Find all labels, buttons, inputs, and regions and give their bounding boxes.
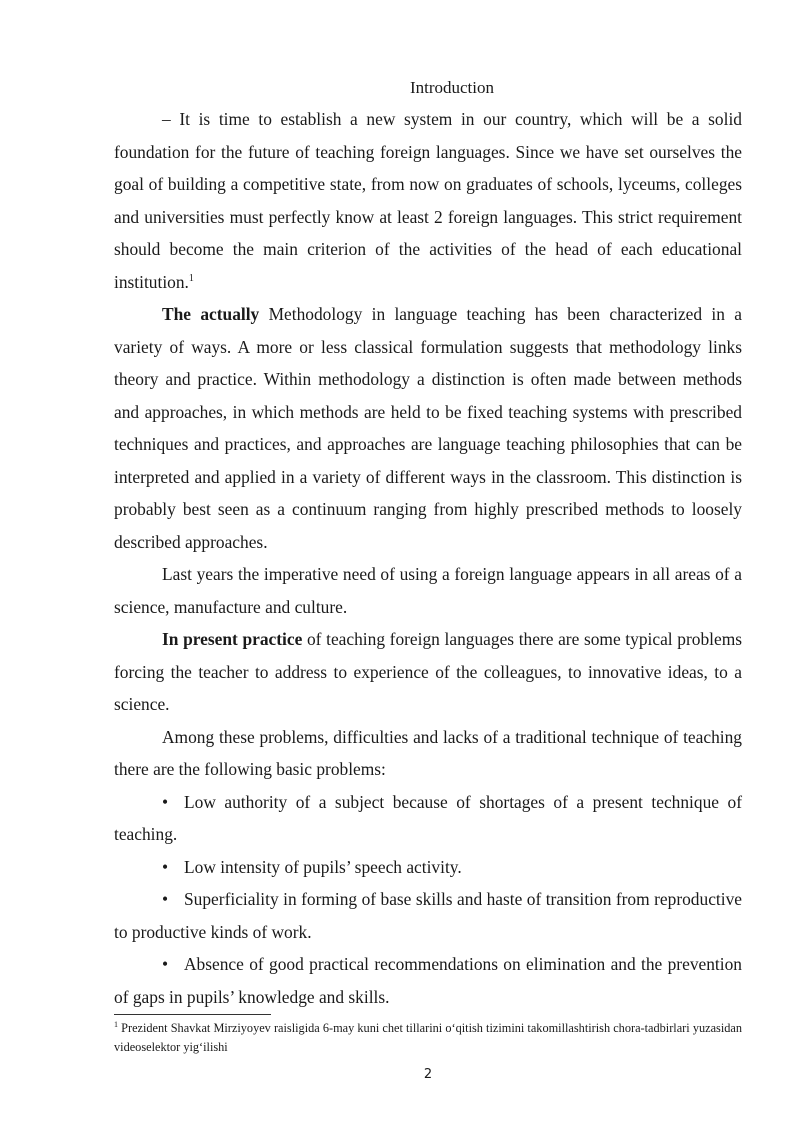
bullet-icon: • bbox=[162, 889, 169, 909]
paragraph-4 bbox=[114, 623, 742, 721]
paragraph-1 bbox=[114, 103, 742, 298]
bullet-item-text: Superficiality in forming of base skills and haste of transition from reproductive to productive kinds of work. bbox=[114, 889, 742, 942]
footnote-separator bbox=[114, 1014, 271, 1015]
page-title: Introduction bbox=[409, 78, 495, 97]
bullet-item-text: Low intensity of pupils’ speech activity. bbox=[184, 856, 462, 877]
paragraph-2 bbox=[114, 298, 742, 558]
bullet-item-1 bbox=[114, 786, 742, 851]
bullet-icon: • bbox=[162, 954, 169, 974]
bullet-item-text: Absence of good practical recommendations on elimination and the prevention of gaps in pupils’ knowledge and skills. bbox=[114, 954, 742, 1007]
page-number: 2 bbox=[423, 1067, 433, 1082]
bullet-icon: • bbox=[162, 791, 169, 812]
paragraph-2-bold-lead: The actually bbox=[162, 304, 260, 324]
footnote-reference[interactable]: 1 bbox=[188, 272, 194, 284]
paragraph-4-bold-lead: In present practice bbox=[162, 629, 303, 649]
paragraph-4-text: of teaching foreign languages there are some typical problems forcing the teacher to address to experience of the colleagues, to innovative ideas, to a science. bbox=[114, 629, 742, 714]
footnote bbox=[114, 1019, 742, 1057]
bullet-item-2 bbox=[114, 851, 742, 884]
paragraph-2-text: Methodology in language teaching has been characterized in a variety of ways. A more or less classical formulation suggests that methodology links theory and practice. Within methodology a distinction is often made between methods and approaches, in which methods are held to be fixed teaching systems with prescribed techniques and practices, and approaches are language teaching philosophies that can be interpreted and applied in a variety of different ways in the classroom. This distinction is probably best seen as a continuum ranging from highly prescribed methods to loosely described approaches. bbox=[114, 304, 742, 552]
bullet-item-text: Low authority of a subject because of shortages of a present technique of teaching. bbox=[114, 791, 742, 844]
paragraph-3 bbox=[114, 558, 742, 623]
bullet-item-4 bbox=[114, 948, 742, 1013]
body-text bbox=[114, 103, 742, 1013]
bullet-item-3 bbox=[114, 883, 742, 948]
paragraph-5-text: Among these problems, difficulties and lacks of a traditional technique of teaching there are the following basic problems: bbox=[114, 726, 742, 779]
paragraph-5 bbox=[114, 721, 742, 786]
paragraph-3-text: Last years the imperative need of using a foreign language appears in all areas of a science, manufacture and culture. bbox=[114, 564, 742, 617]
paragraph-1-text: – It is time to establish a new system in our country, which will be a solid foundation for the future of teaching foreign languages. Since we have set ourselves the goal of building a competitive state, from now on graduates of schools, lyceums, colleges and universities must perfectly know at least 2 foreign languages. This strict requirement should become the main criterion of the activities of the head of each educational institution. bbox=[114, 109, 742, 292]
footnote-number: 1 bbox=[114, 1019, 118, 1029]
bullet-icon: • bbox=[162, 856, 169, 877]
footnote-text: Prezident Shavkat Mirziyoyev raisligida 6-may kuni chet tillarini o‘qitish tizimini takomillashtirish chora-tadbirlari yuzasidan videoselektor yig‘ilishi bbox=[114, 1021, 742, 1054]
